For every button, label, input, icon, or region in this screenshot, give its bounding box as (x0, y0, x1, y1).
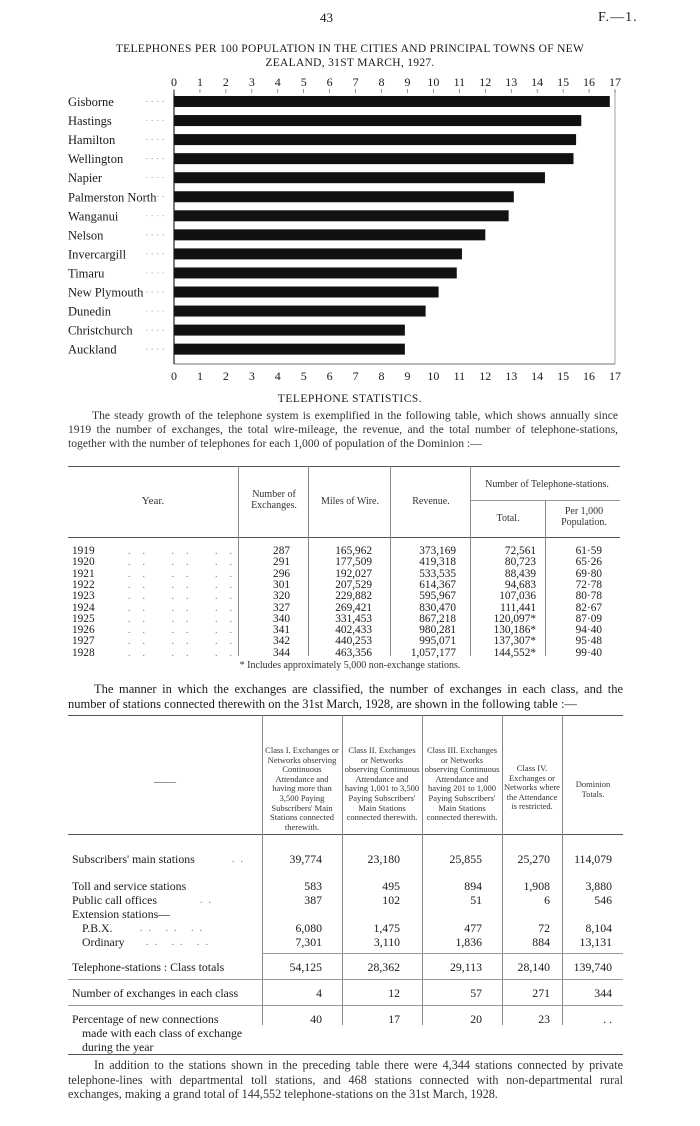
cell-year: 1922 (72, 578, 95, 591)
cell-per-1000: 87·09 (575, 612, 602, 625)
leader-dots: .. .. .. (128, 546, 244, 557)
cell-revenue: 980,281 (419, 624, 456, 637)
class-4-header: Class IV. Exchanges or Networks where the Attendance is restricted. (504, 763, 560, 812)
intro-paragraph: The steady growth of the telephone system is exemplified in the following table, which shows annually since 1919 the number of exchanges, the total wire-mileage, the revenue, and the total number of telephone-stations, together with the number of telephones for each 1,000 of population of the Dominion :— (68, 409, 618, 451)
chart-title-line-1: TELEPHONES PER 100 POPULATION IN THE CITIES AND PRINCIPAL TOWNS OF NEW (115, 43, 585, 55)
col-header-per-1000: Per 1,000 Population. (561, 506, 607, 528)
cell-exchanges: 296 (273, 567, 290, 580)
cell-pct-col-2: 17 (388, 1012, 400, 1026)
leader-dots: .. .. .. (128, 602, 244, 614)
row-label-ordinary: Ordinary (82, 935, 125, 949)
bar (174, 115, 581, 126)
cell-pct-col-4: 23 (538, 1012, 550, 1026)
category-label: Dunedin (68, 304, 112, 319)
bar (174, 248, 462, 259)
x-tick-label-bottom: 14 (531, 369, 544, 383)
table-bottom-rule (68, 1054, 623, 1055)
x-tick-label-bottom: 4 (274, 369, 281, 383)
cell-miles-wire: 463,356 (335, 646, 372, 659)
cell-stations-total: 130,186* (493, 624, 536, 637)
cell-exchanges: 341 (273, 624, 290, 637)
bar (174, 267, 457, 278)
cell-exchanges: 340 (273, 612, 290, 625)
leader-dots: .. .. .. (146, 937, 214, 948)
cell-year: 1919 (72, 545, 95, 557)
x-tick-label-top: 0 (171, 75, 177, 89)
bar (174, 96, 610, 107)
x-tick-label-top: 6 (326, 75, 333, 89)
x-tick-label-top: 1 (196, 75, 203, 89)
cell-stations-total: 120,097* (493, 612, 536, 625)
x-tick-label-bottom: 7 (352, 369, 359, 383)
leader-dots: .. .. .. (128, 647, 244, 659)
cell-exchanges: 342 (273, 635, 290, 648)
cell-stations-total: 88,439 (504, 567, 536, 580)
table-top-rule (68, 715, 623, 716)
col-header-stations: Number of Telephone-stations. (485, 479, 609, 490)
cell-numex-col-3: 57 (470, 986, 482, 1000)
bar (174, 287, 439, 298)
leader-dots: .. .. .. (128, 591, 244, 603)
row-label-percentage-2: made with each class of exchange (82, 1026, 243, 1040)
cell-stations-total: 144,552* (493, 646, 536, 659)
row-rule (68, 1005, 623, 1006)
cell-main-col-1: 39,774 (289, 852, 322, 866)
x-tick-label-top: 2 (222, 75, 229, 89)
category-label: Christchurch (68, 323, 133, 338)
cell-pct-col-5: . . (603, 1012, 612, 1026)
cell-totals-col-4: 28,140 (517, 960, 550, 974)
leader-dots: .. .. .. (128, 636, 244, 648)
bar (174, 306, 426, 317)
x-tick-label-bottom: 17 (609, 369, 621, 383)
cell-year: 1927 (72, 635, 95, 648)
x-tick-label-top: 12 (479, 75, 492, 89)
cell-exchanges: 320 (273, 590, 290, 603)
x-tick-label-bottom: 11 (453, 369, 466, 383)
cell-numex-col-1: 4 (316, 986, 322, 1000)
cell-ord-col-2: 3,110 (373, 935, 400, 949)
x-tick-label-bottom: 10 (427, 369, 440, 383)
category-label: Hastings (68, 114, 112, 129)
cell-toll-col-1: 583 (304, 879, 322, 893)
cell-miles-wire: 207,529 (335, 578, 372, 591)
leader-dots: .. (232, 854, 249, 865)
cell-per-1000: 94·40 (575, 624, 602, 637)
cell-toll-col-2: 495 (382, 879, 400, 893)
x-tick-label-top: 15 (557, 75, 570, 89)
row-label-number-exchanges: Number of exchanges in each class (72, 986, 239, 1000)
category-label: Nelson (68, 228, 104, 243)
x-tick-label-top: 13 (505, 75, 518, 89)
col-header-year: Year. (141, 495, 165, 507)
x-tick-label-bottom: 15 (557, 369, 570, 383)
cell-year: 1926 (72, 624, 95, 637)
bar (174, 210, 509, 221)
cell-exchanges: 287 (273, 545, 290, 557)
x-tick-label-bottom: 16 (583, 369, 596, 383)
x-tick-label-top: 4 (274, 75, 281, 89)
cell-main-col-4: 25,270 (517, 852, 550, 866)
cell-stations-total: 94,683 (504, 578, 536, 591)
cell-year: 1923 (72, 590, 95, 603)
row-rule (68, 979, 623, 980)
x-tick-label-top: 11 (453, 75, 466, 89)
classification-paragraph: The manner in which the exchanges are classified, the number of exchanges in each class, and the number of stations connected therewith on the 31st March, 1928, are shown in the following table :— (68, 682, 623, 711)
x-tick-label-top: 9 (404, 75, 411, 89)
cell-call-col-2: 102 (382, 893, 400, 907)
cell-toll-col-5: 3,880 (585, 879, 612, 893)
col-header-revenue: Revenue. (412, 496, 450, 507)
bar (174, 229, 485, 240)
x-tick-label-bottom: 12 (479, 369, 492, 383)
x-tick-label-bottom: 9 (404, 369, 411, 383)
cell-miles-wire: 269,421 (335, 601, 372, 614)
category-label: Timaru (68, 266, 105, 281)
x-tick-label-bottom: 8 (378, 369, 385, 383)
bar (174, 172, 545, 183)
cell-revenue: 614,367 (419, 578, 456, 591)
page-number: 43 (320, 10, 333, 25)
cell-numex-col-2: 12 (388, 986, 400, 1000)
cell-exchanges: 291 (273, 556, 290, 569)
document-reference: F.—1. (598, 10, 638, 25)
class-3-header: Class III. Exchanges or Networks observing Continuous Attendance and having 201 to 1,000 Paying Subscribers' Main Stations connected therewith. (424, 745, 500, 823)
cell-year: 1925 (72, 612, 95, 625)
cell-revenue: 373,169 (419, 545, 456, 557)
cell-numex-col-5: 344 (594, 986, 612, 1000)
cell-per-1000: 95·48 (575, 635, 602, 648)
row-label-extension: Extension stations— (72, 907, 170, 921)
cell-ord-col-5: 13,131 (579, 935, 612, 949)
cell-stations-total: 137,307* (493, 635, 536, 648)
row-label-percentage-1: Percentage of new connections (72, 1012, 219, 1026)
x-tick-label-top: 17 (609, 75, 621, 89)
leader-dots: .. .. .. (140, 923, 208, 934)
cell-stations-total: 111,441 (500, 601, 536, 614)
cell-year: 1928 (72, 646, 95, 659)
cell-pbx-col-5: 8,104 (585, 921, 612, 935)
cell-per-1000: 61·59 (575, 545, 602, 557)
bar (174, 344, 405, 355)
cell-pbx-col-1: 6,080 (295, 921, 322, 935)
leader-dots: .. .. .. (128, 579, 244, 591)
cell-per-1000: 69·80 (575, 567, 602, 580)
col-header-total: Total. (496, 513, 520, 524)
col-header-wire: Miles of Wire. (320, 496, 379, 507)
category-label: Hamilton (68, 133, 116, 148)
leader-dots: .. .. .. (128, 557, 244, 569)
cell-stations-total: 80,723 (504, 556, 536, 569)
cell-call-col-3: 51 (470, 893, 482, 907)
bar (174, 191, 514, 202)
table-top-rule (68, 466, 620, 467)
cell-per-1000: 65·26 (575, 556, 602, 569)
cell-pbx-col-2: 1,475 (373, 921, 400, 935)
class-2-header: Class II. Exchanges or Networks observing Continuous Attendance and having 1,001 to 3,500 Paying Subscribers' Main Stations connected therewith. (344, 745, 420, 823)
cell-revenue: 995,071 (419, 635, 456, 648)
x-tick-label-top: 7 (352, 75, 359, 89)
cell-numex-col-4: 271 (532, 986, 550, 1000)
cell-totals-col-2: 28,362 (367, 960, 400, 974)
cell-miles-wire: 402,433 (335, 624, 372, 637)
cell-toll-col-4: 1,908 (523, 879, 550, 893)
cell-revenue: 533,535 (419, 567, 456, 580)
cell-per-1000: 80·78 (575, 590, 602, 603)
leader-dots: .. (200, 895, 217, 906)
cell-revenue: 1,057,177 (410, 646, 456, 659)
col-header-exchanges: Number of Exchanges. (251, 489, 297, 511)
cell-year: 1921 (72, 567, 95, 580)
x-tick-label-top: 8 (378, 75, 385, 89)
cell-revenue: 867,218 (419, 612, 456, 625)
stub-header: —— (154, 776, 176, 788)
cell-call-col-4: 6 (544, 893, 550, 907)
cell-pct-col-3: 20 (470, 1012, 482, 1026)
row-label-percentage-3: during the year (82, 1040, 154, 1054)
telephones-bar-chart (0, 0, 700, 392)
cell-pct-col-1: 40 (310, 1012, 322, 1026)
row-label-call-offices: Public call offices (72, 893, 157, 907)
cell-per-1000: 72·78 (575, 578, 602, 591)
cell-call-col-5: 546 (594, 893, 612, 907)
cell-stations-total: 107,036 (499, 590, 536, 603)
category-label: Palmerston North (68, 190, 157, 205)
x-tick-label-top: 3 (248, 75, 255, 89)
bar (174, 134, 576, 145)
cell-main-col-3: 25,855 (449, 852, 482, 866)
x-tick-label-top: 16 (583, 75, 596, 89)
x-tick-label-bottom: 3 (248, 369, 255, 383)
row-label-toll: Toll and service stations (72, 879, 187, 893)
x-tick-label-bottom: 1 (196, 369, 203, 383)
cell-year: 1920 (72, 556, 95, 569)
x-tick-label-top: 10 (427, 75, 440, 89)
leader-dots: .. .. .. (128, 613, 244, 625)
x-tick-label-top: 14 (531, 75, 544, 89)
cell-ord-col-3: 1,836 (455, 935, 482, 949)
closing-paragraph: In addition to the stations shown in the preceding table there were 4,344 stations connected by private telephone-lines with departmental toll stations, and 468 stations connected with non-departmental rural exchanges, making a grand total of 144,552 telephone-stations on the 31st March, 1928. (68, 1058, 623, 1101)
cell-ord-col-4: 884 (532, 935, 550, 949)
cell-per-1000: 99·40 (575, 646, 602, 659)
category-label: Wellington (68, 152, 124, 167)
subtotal-rule (262, 953, 623, 954)
cell-miles-wire: 331,453 (335, 612, 372, 625)
table-footnote: * Includes approximately 5,000 non-exchange stations. (239, 660, 461, 671)
cell-miles-wire: 440,253 (335, 635, 372, 648)
cell-miles-wire: 165,962 (335, 545, 372, 557)
x-tick-label-bottom: 13 (505, 369, 518, 383)
cell-call-col-1: 387 (304, 893, 322, 907)
cell-toll-col-3: 894 (464, 879, 482, 893)
x-tick-label-bottom: 5 (300, 369, 307, 383)
category-label: Gisborne (68, 95, 114, 109)
x-tick-label-bottom: 2 (222, 369, 229, 383)
leader-dots: .. .. .. (128, 625, 244, 637)
x-tick-label-bottom: 6 (326, 369, 333, 383)
cell-exchanges: 301 (273, 578, 290, 591)
category-label: Auckland (68, 342, 117, 357)
row-label-main-stations: Subscribers' main stations (72, 852, 195, 866)
cell-revenue: 595,967 (419, 590, 456, 603)
cell-pbx-col-4: 72 (538, 921, 550, 935)
category-label: Invercargill (68, 247, 127, 262)
cell-main-col-5: 114,079 (574, 852, 612, 866)
cell-miles-wire: 177,509 (335, 556, 372, 569)
cell-per-1000: 82·67 (575, 601, 602, 614)
cell-totals-col-3: 29,113 (449, 960, 482, 974)
cell-totals-col-1: 54,125 (289, 960, 322, 974)
category-label: Wanganui (68, 209, 119, 224)
x-tick-label-bottom: 0 (171, 369, 177, 383)
cell-miles-wire: 229,882 (335, 590, 372, 603)
cell-main-col-2: 23,180 (367, 852, 400, 866)
cell-exchanges: 344 (273, 646, 290, 659)
bar (174, 325, 405, 336)
cell-miles-wire: 192,027 (335, 567, 372, 580)
cell-pbx-col-3: 477 (464, 921, 482, 935)
cell-stations-total: 72,561 (504, 545, 536, 557)
chart-title-line-2: ZEALAND, 31ST MARCH, 1927. (265, 57, 435, 69)
category-label: New Plymouth (68, 285, 144, 300)
cell-exchanges: 327 (273, 601, 290, 614)
dominion-totals-header: Dominion Totals. (575, 779, 611, 799)
row-label-class-totals: Telephone-stations : Class totals (72, 960, 225, 974)
cell-totals-col-5: 139,740 (573, 960, 612, 974)
cell-year: 1924 (72, 601, 95, 614)
class-1-header: Class I. Exchanges or Networks observing Continuous Attendance and having more than 3,500 Paying Subscribers' Main Stations connected therewith. (265, 745, 339, 832)
table-header-rule (68, 834, 623, 835)
cell-ord-col-1: 7,301 (295, 935, 322, 949)
cell-revenue: 830,470 (419, 601, 456, 614)
cell-revenue: 419,318 (419, 556, 456, 569)
x-tick-label-top: 5 (300, 75, 307, 89)
table-header-rule (68, 537, 620, 538)
category-label: Napier (68, 171, 103, 186)
leader-dots: .. .. .. (128, 568, 244, 580)
section-title: TELEPHONE STATISTICS. (277, 393, 423, 405)
row-label-pbx: P.B.X. (82, 921, 113, 935)
bar (174, 153, 573, 164)
